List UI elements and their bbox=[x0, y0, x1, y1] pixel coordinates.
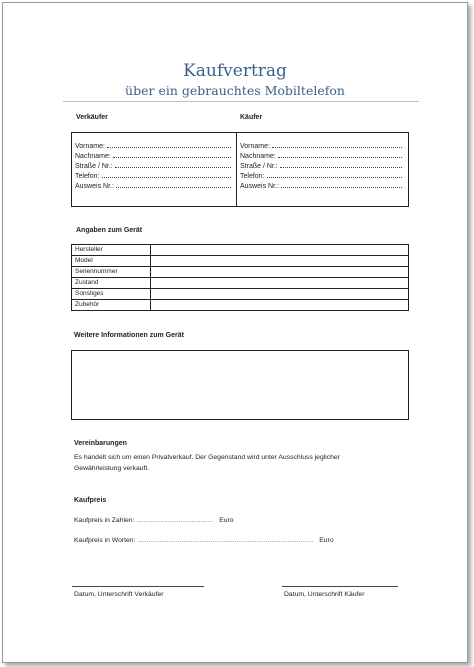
row-label: Seriennummer bbox=[72, 267, 151, 278]
buyer-heading: Käufer bbox=[240, 114, 263, 121]
price-numbers-row[interactable] bbox=[74, 517, 234, 524]
info-heading: Weitere Informationen zum Gerät bbox=[74, 332, 184, 339]
value-cell[interactable] bbox=[151, 256, 409, 267]
field-label: Ausweis Nr.: bbox=[75, 183, 114, 190]
buyer-signature-label: Datum, Unterschrift Käufer bbox=[284, 591, 365, 598]
table-row bbox=[72, 278, 409, 289]
row-label: Zubehör bbox=[72, 300, 151, 311]
table-row bbox=[72, 300, 409, 311]
field-label: Telefon: bbox=[75, 173, 100, 180]
dotted-line bbox=[113, 157, 231, 158]
contract-page bbox=[2, 2, 468, 663]
buyer-fields bbox=[240, 140, 402, 190]
value-cell[interactable] bbox=[151, 278, 409, 289]
buyer-id-field[interactable] bbox=[240, 180, 402, 190]
agreements-line-2: Gewährleistung verkauft. bbox=[74, 465, 150, 472]
dotted-line bbox=[280, 167, 402, 168]
price-numbers-label: Kaufpreis in Zahlen: bbox=[74, 517, 135, 524]
seller-id-field[interactable] bbox=[75, 180, 231, 190]
table-row bbox=[72, 267, 409, 278]
row-label: Sonstiges bbox=[72, 289, 151, 300]
dotted-line bbox=[107, 147, 231, 148]
value-cell[interactable] bbox=[151, 300, 409, 311]
dotted-line bbox=[116, 187, 231, 188]
dotted-line bbox=[267, 177, 402, 178]
field-label: Nachname: bbox=[240, 153, 276, 160]
field-label: Straße / Nr.: bbox=[75, 163, 113, 170]
seller-first-name-field[interactable] bbox=[75, 140, 231, 150]
agreements-heading: Vereinbarungen bbox=[74, 440, 127, 447]
document-title: Kaufvertrag bbox=[183, 61, 287, 81]
title-divider bbox=[63, 101, 419, 102]
price-heading: Kaufpreis bbox=[74, 497, 107, 504]
table-row bbox=[72, 256, 409, 267]
buyer-street-field[interactable] bbox=[240, 160, 402, 170]
field-label: Nachname: bbox=[75, 153, 111, 160]
field-label: Vorname: bbox=[75, 143, 105, 150]
info-textarea[interactable] bbox=[71, 350, 409, 420]
seller-signature-label: Datum, Unterschrift Verkäufer bbox=[74, 591, 164, 598]
agreements-line-1: Es handelt sich um einen Privatverkauf. Der Gegenstand wird unter Ausschluss jeglicher bbox=[74, 454, 340, 461]
row-label: Model bbox=[72, 256, 151, 267]
row-label: Hersteller bbox=[72, 245, 151, 256]
price-words-label: Kaufpreis in Worten: bbox=[74, 537, 136, 544]
price-numbers-unit: Euro bbox=[219, 517, 234, 524]
seller-signature-line[interactable] bbox=[72, 586, 204, 587]
row-label: Zustand bbox=[72, 278, 151, 289]
seller-street-field[interactable] bbox=[75, 160, 231, 170]
dotted-line bbox=[115, 167, 231, 168]
price-words-dots: …………………………………………………………………………………… bbox=[137, 538, 314, 544]
table-row bbox=[72, 245, 409, 256]
value-cell[interactable] bbox=[151, 245, 409, 256]
seller-phone-field[interactable] bbox=[75, 170, 231, 180]
device-heading: Angaben zum Gerät bbox=[76, 227, 143, 234]
value-cell[interactable] bbox=[151, 267, 409, 278]
seller-heading: Verkäufer bbox=[76, 114, 108, 121]
price-words-row[interactable] bbox=[74, 537, 334, 544]
field-label: Vorname: bbox=[240, 143, 270, 150]
price-numbers-dots: …………………………………… bbox=[136, 518, 214, 524]
buyer-first-name-field[interactable] bbox=[240, 140, 402, 150]
buyer-phone-field[interactable] bbox=[240, 170, 402, 180]
field-label: Telefon: bbox=[240, 173, 265, 180]
buyer-signature-line[interactable] bbox=[282, 586, 398, 587]
device-table bbox=[71, 244, 409, 311]
dotted-line bbox=[281, 187, 402, 188]
seller-last-name-field[interactable] bbox=[75, 150, 231, 160]
value-cell[interactable] bbox=[151, 289, 409, 300]
dotted-line bbox=[272, 147, 402, 148]
document-subtitle: über ein gebrauchtes Mobiltelefon bbox=[125, 83, 345, 98]
field-label: Ausweis Nr.: bbox=[240, 183, 279, 190]
seller-fields bbox=[75, 140, 231, 190]
field-label: Straße / Nr.: bbox=[240, 163, 278, 170]
price-words-unit: Euro bbox=[319, 537, 334, 544]
table-row bbox=[72, 289, 409, 300]
agreements-text bbox=[74, 452, 414, 474]
dotted-line bbox=[278, 157, 402, 158]
dotted-line bbox=[102, 177, 231, 178]
party-divider bbox=[236, 132, 237, 207]
buyer-last-name-field[interactable] bbox=[240, 150, 402, 160]
